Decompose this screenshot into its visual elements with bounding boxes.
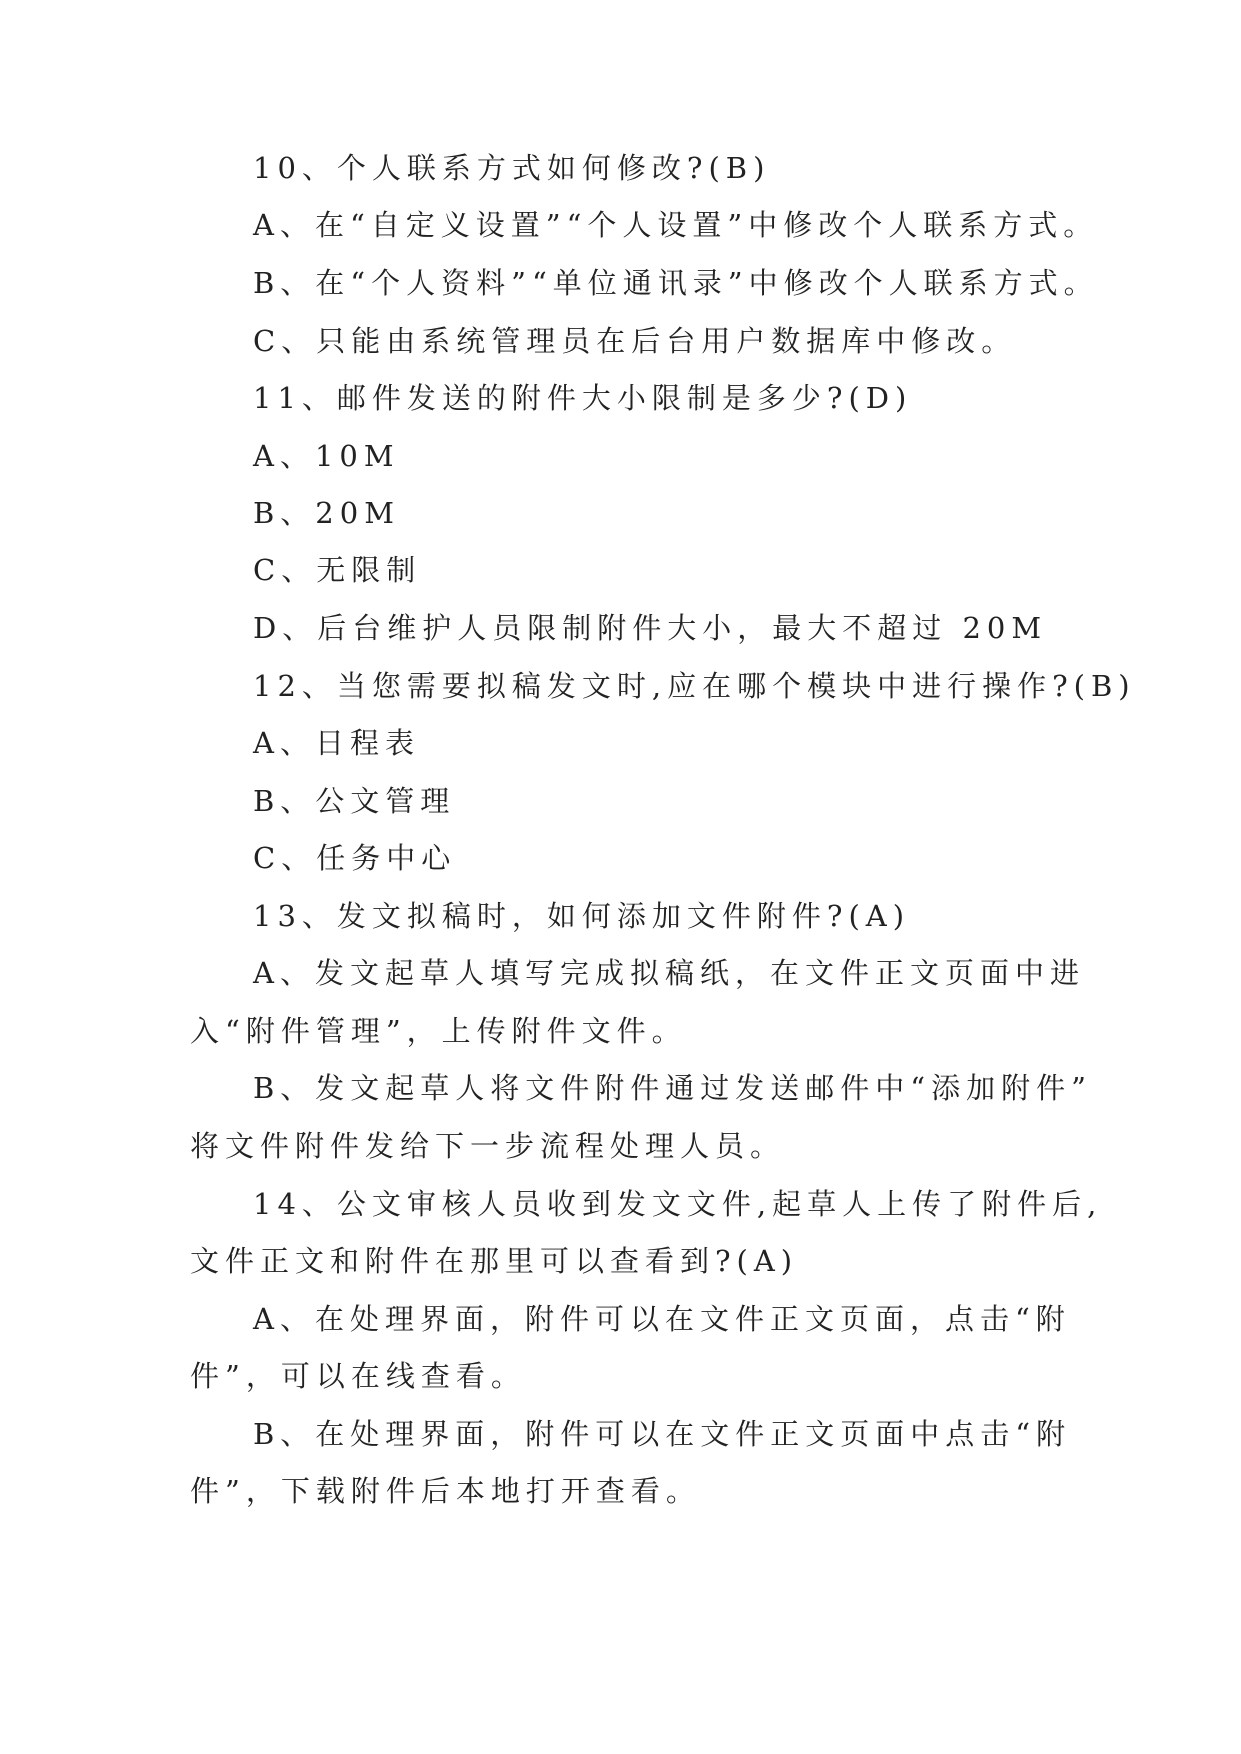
question-12-option-b: B、公文管理: [253, 784, 456, 818]
question-11-option-a: A、10M: [253, 439, 400, 473]
question-10-option-c: C、只能由系统管理员在后台用户数据库中修改。: [253, 324, 1017, 358]
question-12-option-c: C、任务中心: [253, 841, 457, 875]
question-11-option-b: B、20M: [253, 496, 400, 530]
question-10-option-a: A、在“自定义设置”“个人设置”中修改个人联系方式。: [253, 208, 1099, 242]
question-13-option-a-line-2: 入“附件管理”，上传附件文件。: [190, 1014, 687, 1048]
question-14-option-a-line-1: A、在处理界面，附件可以在文件正文页面，点击“附: [253, 1302, 1071, 1336]
question-14-option-a-line-2: 件”，可以在线查看。: [190, 1359, 526, 1393]
question-10: 10、个人联系方式如何修改?(B): [253, 151, 771, 185]
question-14-option-b-line-2: 件”，下载附件后本地打开查看。: [190, 1474, 701, 1508]
question-14-option-b-line-1: B、在处理界面，附件可以在文件正文页面中点击“附: [253, 1417, 1072, 1451]
question-12-option-a: A、日程表: [253, 726, 420, 760]
question-13-option-b-line-1: B、发文起草人将文件附件通过发送邮件中“添加附件”: [253, 1071, 1092, 1105]
question-11: 11、邮件发送的附件大小限制是多少?(D): [253, 381, 913, 415]
question-14-line-2: 文件正文和附件在那里可以查看到?(A): [190, 1244, 799, 1278]
question-13-option-b-line-2: 将文件附件发给下一步流程处理人员。: [190, 1129, 786, 1163]
question-11-option-d: D、后台维护人员限制附件大小，最大不超过 20M: [253, 611, 1048, 645]
question-11-option-c: C、无限制: [253, 553, 422, 587]
question-12: 12、当您需要拟稿发文时,应在哪个模块中进行操作?(B): [253, 669, 1136, 703]
question-13: 13、发文拟稿时，如何添加文件附件?(A): [253, 899, 911, 933]
question-13-option-a-line-1: A、发文起草人填写完成拟稿纸，在文件正文页面中进: [253, 956, 1085, 990]
question-10-option-b: B、在“个人资料”“单位通讯录”中修改个人联系方式。: [253, 266, 1099, 300]
question-14-line-1: 14、公文审核人员收到发文文件,起草人上传了附件后,: [253, 1187, 1103, 1221]
